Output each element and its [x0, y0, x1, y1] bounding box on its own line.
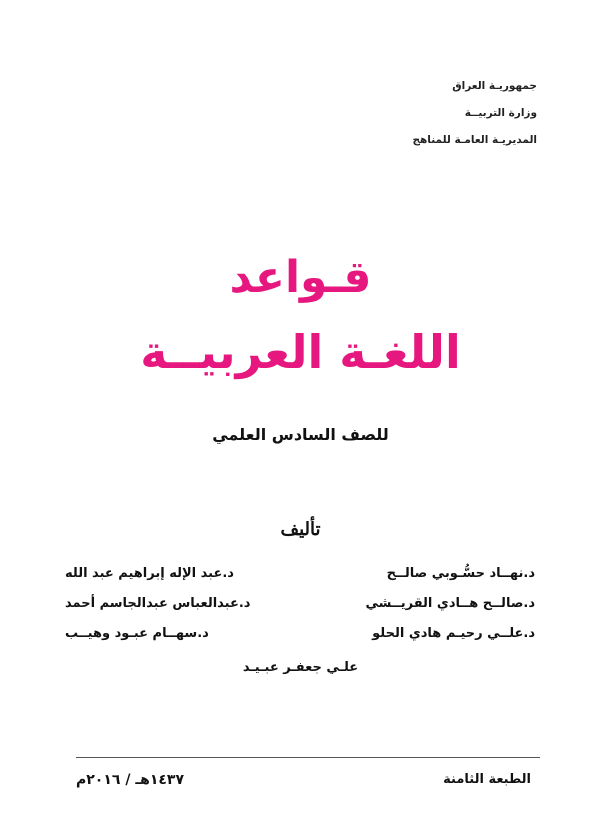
book-title-line1: قـواعد — [229, 252, 372, 303]
book-title-line2: اللغـة العربيــة — [140, 325, 461, 379]
edition-label: الطبعة الثامنة — [443, 772, 531, 787]
author-name: د.عبدالعباس عبدالجاسم أحمد — [65, 596, 251, 611]
author-name: د.صالــح هــادي القريــشي — [365, 596, 535, 611]
author-row — [65, 566, 535, 581]
header-ministry: وزارة التربيــة — [464, 107, 537, 119]
author-row — [65, 596, 535, 611]
authors-heading: تأليف — [280, 519, 321, 540]
publication-year: ١٤٣٧هـ / ٢٠١٦م — [76, 772, 184, 788]
author-name: د.عبد الإله إبراهيم عبد الله — [65, 566, 234, 581]
author-name-last: علـي جعفـر عبـيـد — [242, 660, 359, 675]
header-directorate: المديريـة العامـة للمناهج — [412, 134, 537, 146]
grade-label: للصف السادس العلمي — [212, 425, 389, 444]
author-row — [65, 626, 535, 641]
author-name: د.نهــاد حسُّـوبي صالــح — [386, 566, 535, 581]
author-name: د.سهــام عبـود وهيــب — [65, 626, 209, 641]
footer-divider — [76, 757, 540, 758]
author-name: د.علــي رحيـم هادي الحلو — [372, 626, 535, 641]
header-country: جمهوريـة العراق — [452, 80, 537, 92]
